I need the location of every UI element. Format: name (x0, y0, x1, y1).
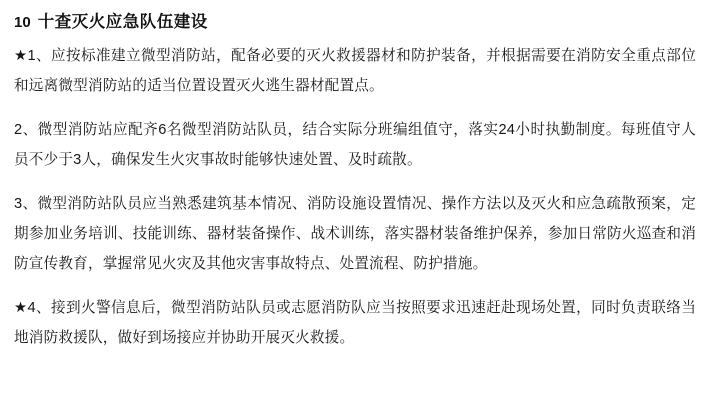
page-title (14, 10, 696, 35)
heading-title-text: 十查灭火应急队伍建设 (37, 13, 208, 31)
heading-number: 10 (14, 14, 31, 31)
paragraph-3: 3、微型消防站队员应当熟悉建筑基本情况、消防设施设置情况、操作方法以及灭火和应急疏散预案，定期参加业务培训、技能训练、器材装备操作、战术训练，落实器材装备维护保养，参加日常防火巡查和消防宣传教育，掌握常见火灾及其他灾害事故特点、处置流程、防护措施。 (14, 195, 696, 272)
paragraph-2: 2、微型消防站应配齐6名微型消防站队员，结合实际分班编组值守，落实24小时执勤制度。每班值守人员不少于3人，确保发生火灾事故时能够快速处置、及时疏散。 (14, 121, 696, 168)
paragraph-1: ★1、应按标准建立微型消防站，配备必要的灭火救援器材和防护装备，并根据需要在消防安全重点部位和远离微型消防站的适当位置设置灭火逃生器材配置点。 (14, 47, 696, 94)
paragraph-4: ★4、接到火警信息后，微型消防站队员或志愿消防队应当按照要求迅速赶赴现场处置，同时负责联络当地消防救援队，做好到场接应并协助开展灭火救援。 (14, 299, 696, 346)
